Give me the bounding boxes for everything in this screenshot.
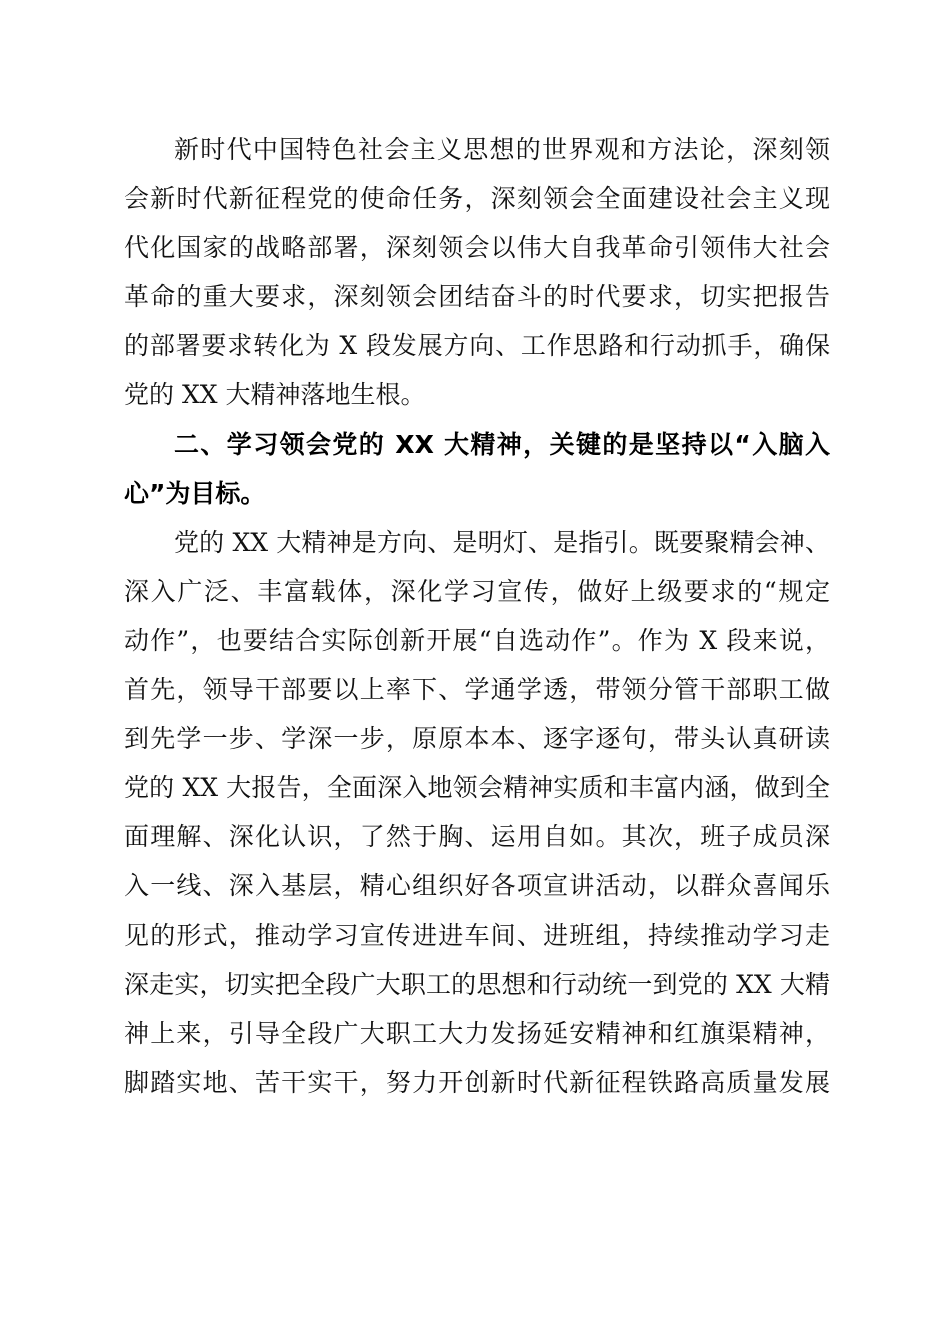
heading-line: 心”为目标。 <box>124 478 266 508</box>
text-line: 入一线、深入基层，精心组织好各项宣讲活动，以群众喜闻乐 <box>124 871 830 901</box>
text-line: 深走实，切实把全段广大职工的思想和行动统一到党的 XX 大精 <box>124 969 830 999</box>
text-line: 代化国家的战略部署，深刻领会以伟大自我革命引领伟大社会 <box>124 233 830 263</box>
text-line: 面理解、深化认识，了然于胸、运用自如。其次，班子成员深 <box>124 822 830 852</box>
heading-line: 二、学习领会党的 XX 大精神，关键的是坚持以“入脑入 <box>174 429 830 459</box>
text-line: 动作”，也要结合实际创新开展“自选动作”。作为 X 段来说， <box>124 625 830 655</box>
text-line: 党的 XX 大精神是方向、是明灯、是指引。既要聚精会神、 <box>174 527 830 557</box>
text-line: 脚踏实地、苦干实干，努力开创新时代新征程铁路高质量发展 <box>124 1067 830 1097</box>
text-line: 的部署要求转化为 X 段发展方向、工作思路和行动抓手，确保 <box>124 331 830 361</box>
text-line: 首先，领导干部要以上率下、学通学透，带领分管干部职工做 <box>124 675 830 705</box>
text-line: 革命的重大要求，深刻领会团结奋斗的时代要求，切实把报告 <box>124 282 830 312</box>
text-line: 党的 XX 大报告，全面深入地领会精神实质和丰富内涵，做到全 <box>124 773 830 803</box>
text-line: 到先学一步、学深一步，原原本本、逐字逐句，带头认真研读 <box>124 724 830 754</box>
paragraph-continuation <box>124 125 830 420</box>
text-line: 新时代中国特色社会主义思想的世界观和方法论，深刻领 <box>174 135 830 164</box>
text-line: 深入广泛、丰富载体，深化学习宣传，做好上级要求的“规定 <box>124 576 830 606</box>
document-body <box>124 125 830 1107</box>
paragraph-section-2 <box>124 518 830 1107</box>
text-line: 会新时代新征程党的使命任务，深刻领会全面建设社会主义现 <box>124 184 830 214</box>
section-heading-2 <box>124 420 830 518</box>
text-line: 神上来，引导全段广大职工大力发扬延安精神和红旗渠精神， <box>124 1018 830 1048</box>
text-line: 党的 XX 大精神落地生根。 <box>124 380 426 410</box>
text-line: 见的形式，推动学习宣传进进车间、进班组，持续推动学习走 <box>124 920 830 950</box>
